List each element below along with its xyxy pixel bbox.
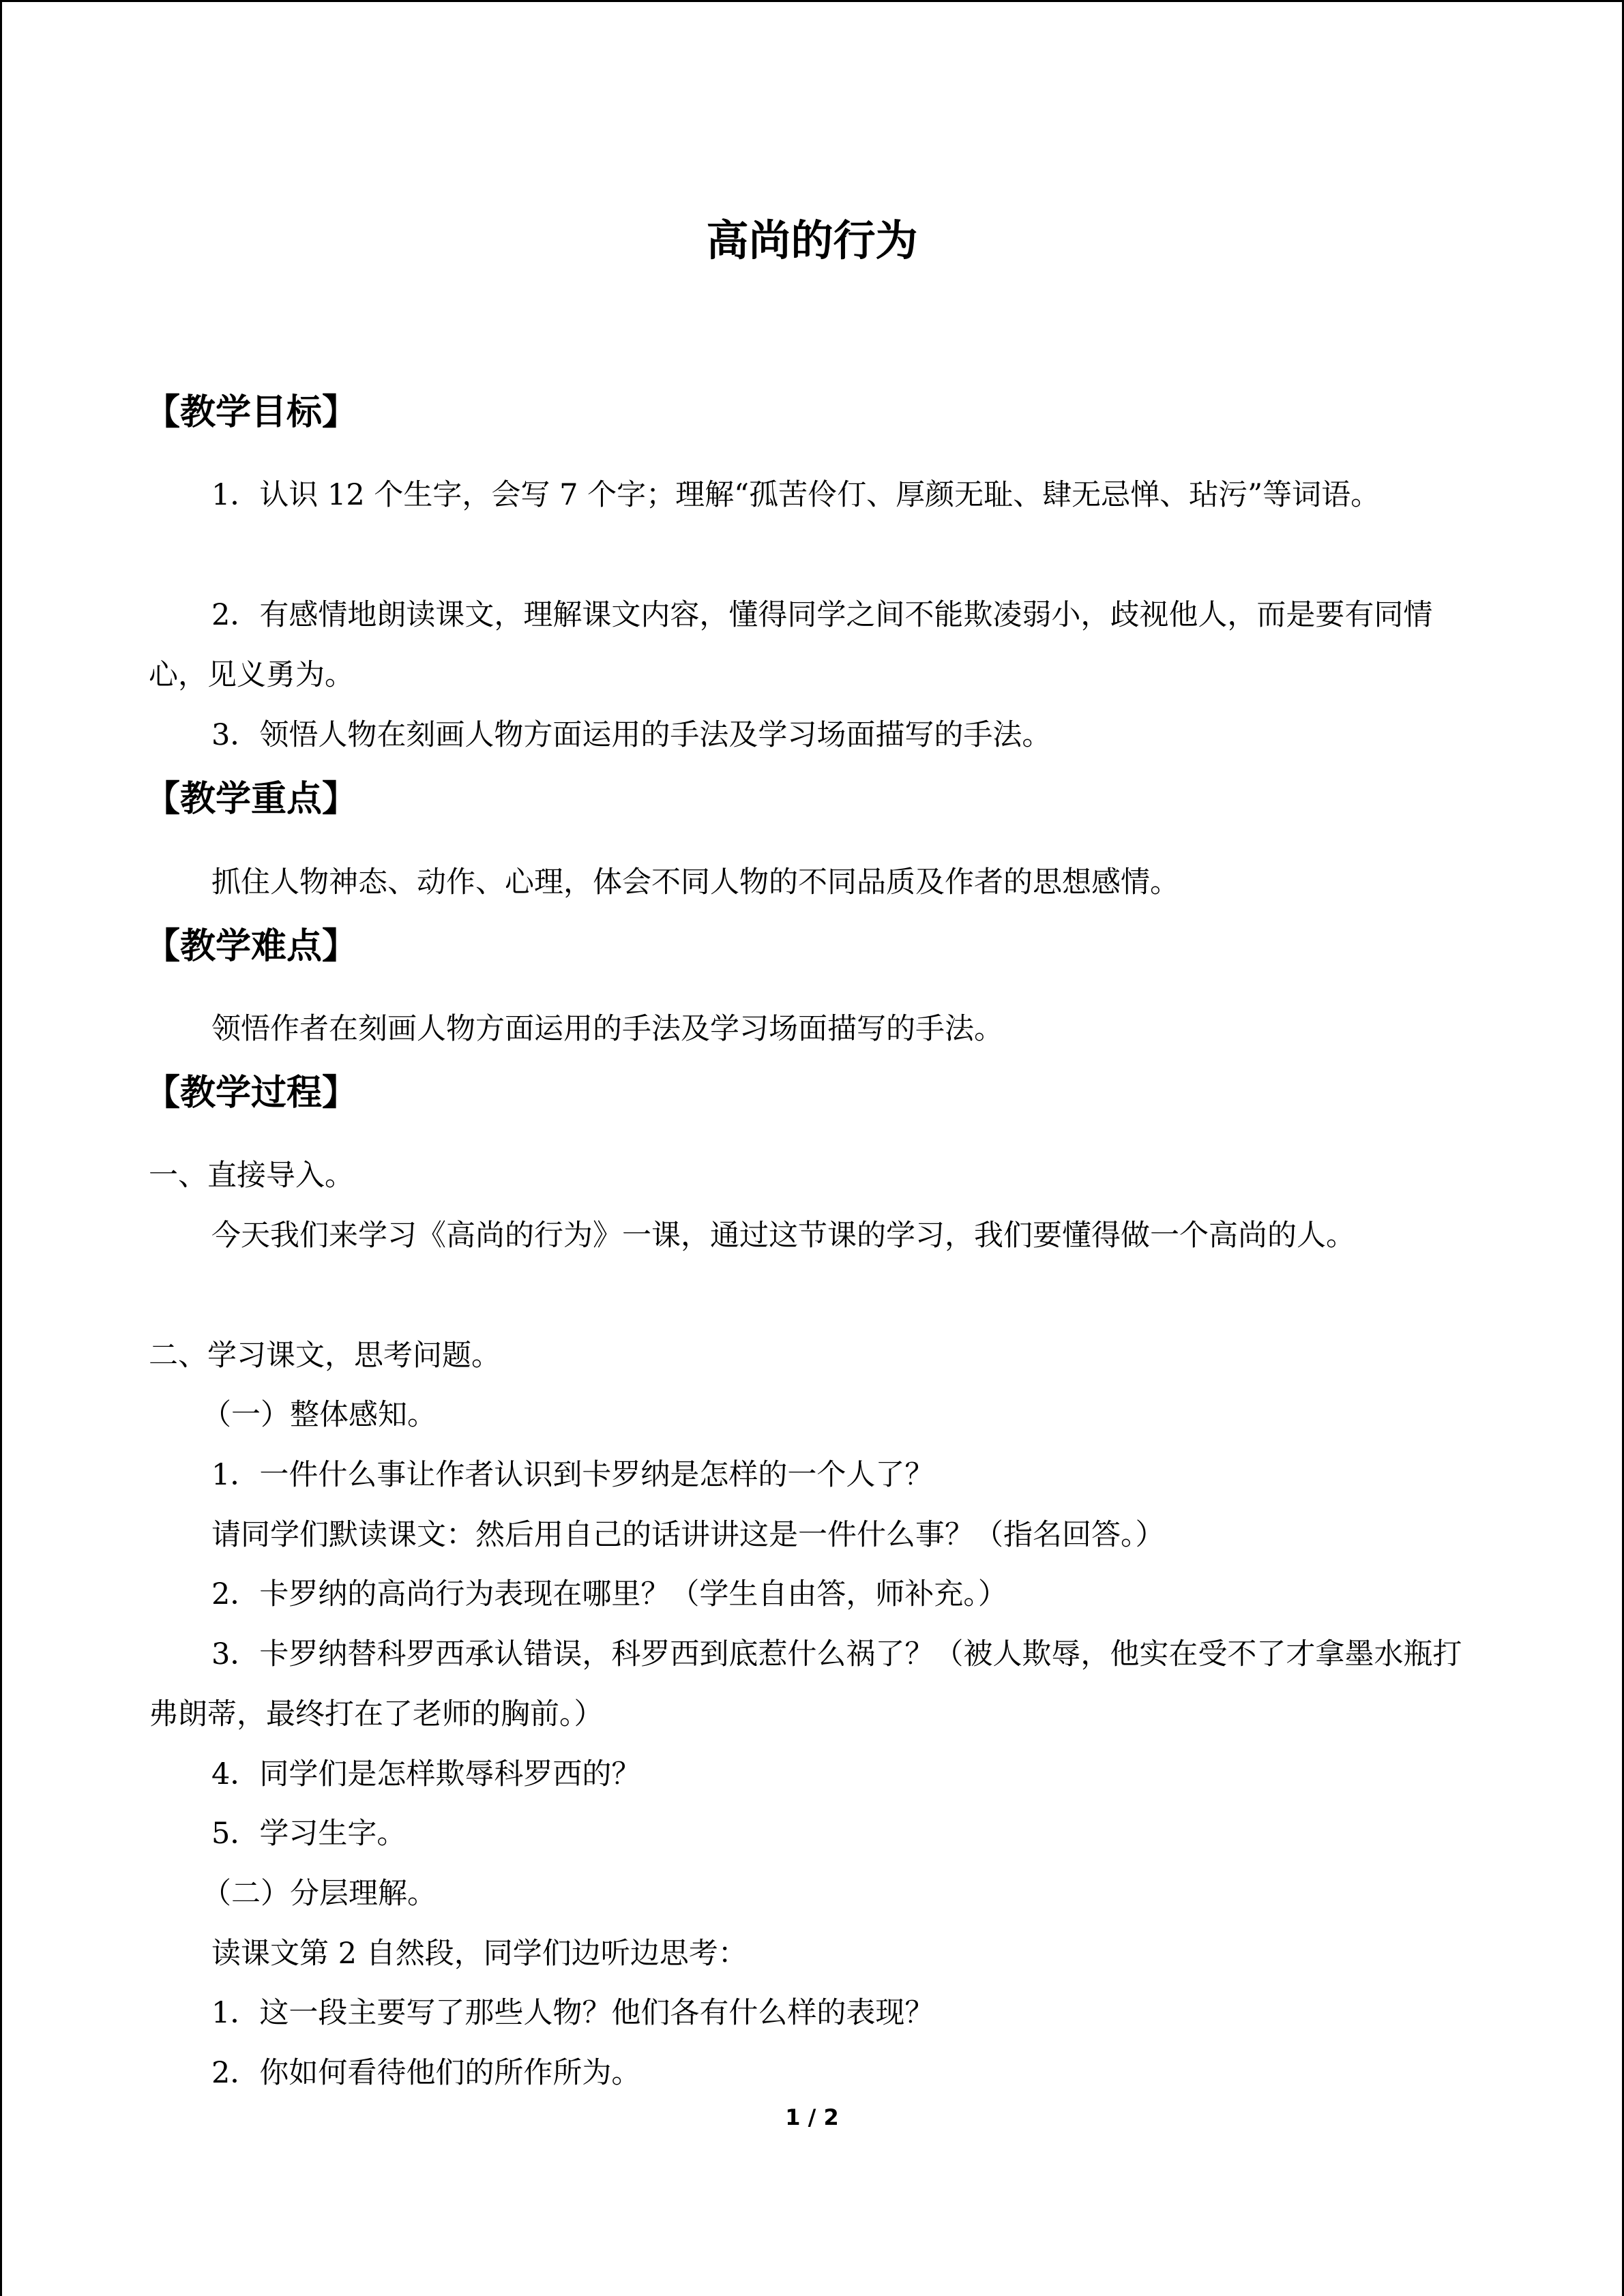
page-border-top [0, 0, 1624, 2]
heading-key-points: 【教学重点】 [145, 779, 358, 820]
heading-objectives: 【教学目标】 [145, 392, 358, 433]
key-points-text: 抓住人物神态、动作、心理，体会不同人物的不同品质及作者的思想感情。 [211, 865, 1179, 899]
process-question-3: 3．卡罗纳替科罗西承认错误，科罗西到底惹什么祸了？（被人欺辱，他实在受不了才拿墨水瓶打弗朗蒂，最终打在了老师的胸前。） [149, 1637, 1462, 1731]
process-reading-question-1: 1．这一段主要写了那些人物？他们各有什么样的表现？ [211, 1996, 934, 2030]
page-number: 1 / 2 [785, 2104, 839, 2130]
process-step-1-text: 今天我们来学习《高尚的行为》一课，通过这节课的学习，我们要懂得做一个高尚的人。 [211, 1219, 1355, 1253]
process-step-2: 二、学习课文，思考问题。 [149, 1339, 501, 1373]
process-question-2: 2．卡罗纳的高尚行为表现在哪里？（学生自由答，师补充。） [211, 1577, 1007, 1611]
page-border-left [0, 0, 2, 2296]
difficulties-text: 领悟作者在刻画人物方面运用的手法及学习场面描写的手法。 [211, 1012, 1003, 1046]
objective-item-2: 2．有感情地朗读课文，理解课文内容，懂得同学之间不能欺凌弱小，歧视他人，而是要有同情心，见义勇为。 [149, 598, 1433, 692]
heading-difficulties: 【教学难点】 [145, 926, 358, 967]
process-reading-question-2: 2．你如何看待他们的所作所为。 [211, 2056, 641, 2090]
process-step-1: 一、直接导入。 [149, 1159, 354, 1193]
process-part-1: （一）整体感知。 [202, 1398, 437, 1432]
objective-item-1: 1．认识 12 个生字，会写 7 个字；理解“孤苦伶仃、厚颜无耻、肆无忌惮、玷污”等词语。 [211, 478, 1381, 512]
process-part-2: （二）分层理解。 [202, 1877, 437, 1911]
process-question-1-note: 请同学们默读课文：然后用自己的话讲讲这是一件什么事？（指名回答。） [211, 1518, 1165, 1552]
objective-item-3: 3．领悟人物在刻画人物方面运用的手法及学习场面描写的手法。 [211, 718, 1052, 752]
process-reading-instruction: 读课文第 2 自然段，同学们边听边思考： [211, 1937, 748, 1971]
heading-process: 【教学过程】 [145, 1073, 358, 1114]
process-question-1: 1．一件什么事让作者认识到卡罗纳是怎样的一个人了？ [211, 1458, 934, 1492]
document-title: 高尚的行为 [706, 215, 918, 265]
process-question-5: 5．学习生字。 [211, 1817, 407, 1851]
process-question-4: 4．同学们是怎样欺辱科罗西的？ [211, 1757, 641, 1791]
